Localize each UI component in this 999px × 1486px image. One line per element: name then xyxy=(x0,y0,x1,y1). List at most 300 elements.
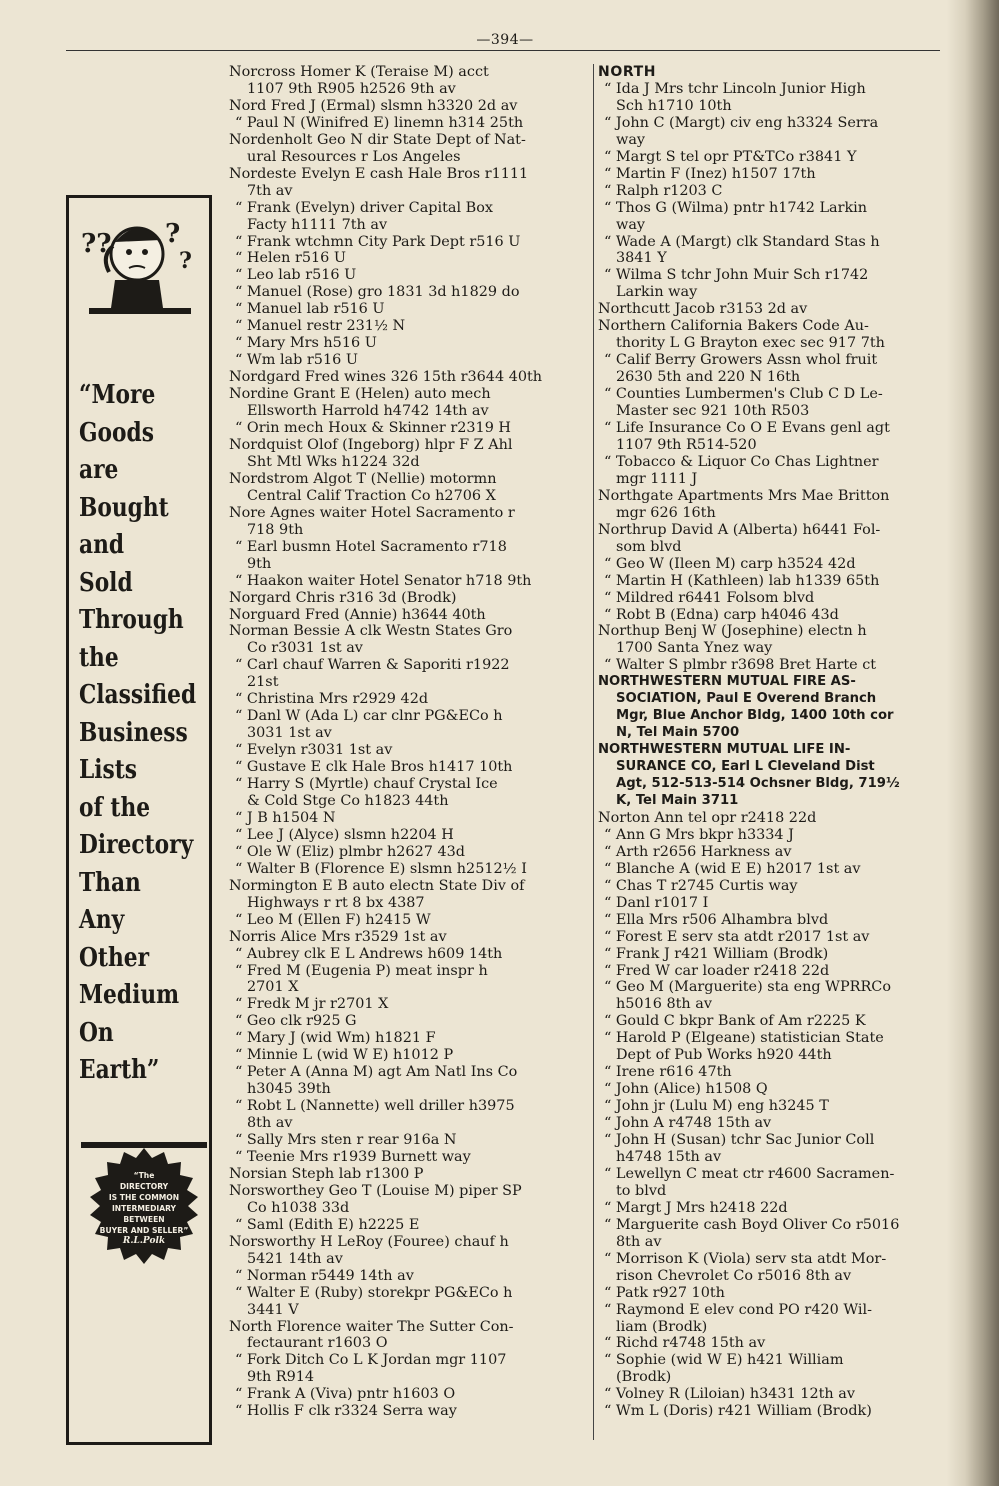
directory-entry xyxy=(229,1319,585,1353)
ad-line: Than xyxy=(79,866,141,898)
entry-line: “ Evelyn r3031 1st av xyxy=(235,742,393,759)
directory-entry xyxy=(598,742,941,810)
entry-continuation: to blvd xyxy=(616,1182,667,1199)
directory-entry xyxy=(598,149,941,166)
entry-continuation: 3841 Y xyxy=(616,250,667,267)
directory-entry xyxy=(229,166,585,200)
ad-line: Medium xyxy=(79,979,180,1010)
directory-entry xyxy=(229,1132,585,1149)
entry-line: “ Mary Mrs h516 U xyxy=(235,335,377,352)
entry-line: “ Minnie L (wid W E) h1012 P xyxy=(235,1047,454,1064)
entry-line: “ Fredk M jr r2701 X xyxy=(235,996,389,1013)
listing-group-norton xyxy=(598,810,941,1420)
entry-continuation: N, Tel Main 5700 xyxy=(616,725,740,741)
entry-line: “ Manuel lab r516 U xyxy=(235,301,385,318)
directory-entry xyxy=(229,1030,585,1047)
entry-line: “ Walter S plmbr r3698 Bret Harte ct xyxy=(604,657,877,674)
directory-entry xyxy=(229,505,585,539)
entry-line: NORTHWESTERN MUTUAL FIRE AS- xyxy=(598,674,856,690)
directory-entry xyxy=(229,844,585,861)
directory-entry xyxy=(598,556,941,573)
ad-line: Business xyxy=(79,716,188,748)
directory-entry xyxy=(229,369,585,386)
directory-entry xyxy=(229,200,585,234)
entry-continuation: & Cold Stge Co h1823 44th xyxy=(247,792,449,809)
directory-entry xyxy=(598,1064,941,1081)
entry-line: “ Manuel restr 231½ N xyxy=(235,318,406,335)
entry-line: “ Martin F (Inez) h1507 17th xyxy=(604,165,816,182)
directory-entry xyxy=(598,488,941,522)
directory-entry xyxy=(229,1268,585,1285)
entry-line: “ John (Alice) h1508 Q xyxy=(604,1081,768,1098)
section-heading: NORTH xyxy=(598,64,657,80)
directory-entry xyxy=(598,844,941,861)
directory-entry xyxy=(229,623,585,657)
entry-continuation: way xyxy=(616,216,646,233)
entry-line: Norgard Chris r316 3d (Brodk) xyxy=(229,589,457,606)
seal-line: “The xyxy=(133,1171,155,1180)
page-number: —394— xyxy=(476,32,534,48)
entry-line: “ Frank wtchmn City Park Dept r516 U xyxy=(235,233,521,250)
entry-continuation: 3441 V xyxy=(247,1301,299,1318)
directory-entry xyxy=(229,776,585,810)
directory-entry xyxy=(229,1183,585,1217)
entry-line: Northgate Apartments Mrs Mae Britton xyxy=(598,487,890,504)
listing-group-northwestern xyxy=(598,674,941,810)
entry-line: “ Irene r616 47th xyxy=(604,1064,732,1081)
entry-line: NORTHWESTERN MUTUAL LIFE IN- xyxy=(598,742,851,758)
directory-entry xyxy=(229,861,585,878)
directory-entry xyxy=(598,674,941,742)
entry-continuation: 8th av xyxy=(616,1233,662,1250)
directory-entry xyxy=(598,81,941,115)
entry-line: “ Arth r2656 Harkness av xyxy=(604,843,792,860)
entry-line: Nord Fred J (Ermal) slsmn h3320 2d av xyxy=(229,97,518,114)
entry-line: “ Wm L (Doris) r421 William (Brodk) xyxy=(604,1403,872,1420)
ad-line: On xyxy=(79,1016,114,1048)
ad-line: Goods xyxy=(79,416,154,448)
directory-entry xyxy=(229,471,585,505)
entry-line: Nore Agnes waiter Hotel Sacramento r xyxy=(229,504,515,521)
ad-line: Any xyxy=(79,904,125,935)
seal-line: INTERMEDIARY xyxy=(111,1204,177,1213)
entry-line: “ Lee J (Alyce) slsmn h2204 H xyxy=(235,826,454,843)
entry-line: “ Harry S (Myrtle) chauf Crystal Ice xyxy=(235,776,498,793)
directory-entry xyxy=(598,963,941,980)
directory-entry xyxy=(598,946,941,963)
directory-entry xyxy=(598,1115,941,1132)
entry-continuation: 1107 9th R905 h2526 9th av xyxy=(247,80,456,97)
entry-continuation: K, Tel Main 3711 xyxy=(616,792,739,808)
directory-entry xyxy=(598,1200,941,1217)
entry-line: “ Ella Mrs r506 Alhambra blvd xyxy=(604,911,829,928)
entry-line: “ John C (Margt) civ eng h3324 Serra xyxy=(604,114,879,131)
entry-line: Norsworthey Geo T (Louise M) piper SP xyxy=(229,1182,522,1199)
entry-continuation: Dept of Pub Works h920 44th xyxy=(616,1047,832,1064)
entry-line: “ Earl busmn Hotel Sacramento r718 xyxy=(235,538,507,555)
ad-line: “More xyxy=(79,379,156,410)
entry-line: Nordine Grant E (Helen) auto mech xyxy=(229,386,491,403)
directory-entry xyxy=(229,437,585,471)
ad-line: Earth” xyxy=(79,1054,160,1085)
directory-entry xyxy=(598,1098,941,1115)
entry-continuation: h5016 8th av xyxy=(616,996,712,1013)
directory-entry xyxy=(229,284,585,301)
entry-continuation: 9th xyxy=(247,555,272,572)
directory-entry xyxy=(598,979,941,1013)
directory-entry xyxy=(229,1064,585,1098)
entry-continuation: SURANCE CO, Earl L Cleveland Dist xyxy=(616,759,875,775)
entry-continuation: Larkin way xyxy=(616,284,698,301)
entry-line: “ Peter A (Anna M) agt Am Natl Ins Co xyxy=(235,1064,518,1081)
entry-continuation: Sch h1710 10th xyxy=(616,97,732,114)
entry-line: “ Wilma S tchr John Muir Sch r1742 xyxy=(604,267,869,284)
directory-entry xyxy=(598,420,941,454)
directory-entry xyxy=(598,1217,941,1251)
directory-entry xyxy=(598,1081,941,1098)
entry-line: “ Norman r5449 14th av xyxy=(235,1267,414,1284)
entry-line: Nordeste Evelyn E cash Hale Bros r1111 xyxy=(229,165,529,182)
ad-line: Other xyxy=(79,941,150,973)
entry-continuation: (Brodk) xyxy=(616,1369,672,1386)
entry-continuation: 21st xyxy=(247,674,279,691)
directory-entry xyxy=(229,929,585,946)
directory-entry xyxy=(229,573,585,590)
directory-entry xyxy=(598,352,941,386)
entry-line: “ Forest E serv sta atdt r2017 1st av xyxy=(604,928,870,945)
entry-continuation: h4748 15th av xyxy=(616,1149,722,1165)
entry-line: “ Robt L (Nannette) well driller h3975 xyxy=(235,1098,515,1115)
directory-entry xyxy=(229,234,585,251)
directory-entry xyxy=(229,1234,585,1268)
entry-continuation: mgr 626 16th xyxy=(616,504,716,521)
entry-line: “ John H (Susan) tchr Sac Junior Coll xyxy=(604,1132,875,1149)
entry-line: “ Fred W car loader r2418 22d xyxy=(604,962,830,979)
directory-entry xyxy=(598,1251,941,1285)
entry-line: “ Orin mech Houx & Skinner r2319 H xyxy=(235,420,511,437)
directory-entry xyxy=(229,996,585,1013)
entry-line: “ Geo W (Ileen M) carp h3524 42d xyxy=(604,555,856,572)
entry-line: “ J B h1504 N xyxy=(235,809,336,826)
entry-continuation: 9th R914 xyxy=(247,1369,315,1386)
entry-line: “ Patk r927 10th xyxy=(604,1284,725,1301)
entry-continuation: 5421 14th av xyxy=(247,1250,343,1267)
entry-line: “ Frank J r421 William (Brodk) xyxy=(604,945,829,962)
directory-entry xyxy=(229,335,585,352)
directory-entry xyxy=(598,810,941,827)
entry-continuation: som blvd xyxy=(616,538,682,555)
svg-text:??: ?? xyxy=(81,229,112,259)
entry-line: “ Counties Lumbermen's Club C D Le- xyxy=(604,386,883,403)
entry-line: “ Leo M (Ellen F) h2415 W xyxy=(235,911,431,928)
directory-entry xyxy=(598,454,941,488)
entry-line: Norsworthy H LeRoy (Fouree) chauf h xyxy=(229,1233,509,1250)
entry-line: “ Gould C bkpr Bank of Am r2225 K xyxy=(604,1013,866,1030)
entry-line: “ Gustave E clk Hale Bros h1417 10th xyxy=(235,759,513,776)
seal-line: IS THE COMMON xyxy=(108,1193,180,1202)
directory-entry xyxy=(598,1166,941,1200)
entry-line: “ Ida J Mrs tchr Lincoln Junior High xyxy=(604,80,866,97)
directory-entry xyxy=(229,590,585,607)
directory-entry xyxy=(229,318,585,335)
entry-continuation: Ellsworth Harrold h4742 14th av xyxy=(247,403,489,420)
entry-line: “ Calif Berry Growers Assn whol fruit xyxy=(604,352,878,369)
ad-line: and xyxy=(79,529,125,560)
directory-entry xyxy=(229,878,585,912)
directory-entry xyxy=(229,132,585,166)
entry-continuation: thority L G Brayton exec sec 917 7th xyxy=(616,335,885,352)
entry-continuation: Highways r rt 8 bx 4387 xyxy=(247,894,425,911)
directory-entry xyxy=(229,1403,585,1420)
svg-text:?: ? xyxy=(179,248,192,274)
ad-headline xyxy=(79,376,197,1089)
directory-entry xyxy=(598,657,941,674)
entry-continuation: Co h1038 33d xyxy=(247,1199,350,1216)
directory-entry xyxy=(229,1285,585,1319)
directory-entry xyxy=(598,1386,941,1403)
entry-continuation: ural Resources r Los Angeles xyxy=(247,148,461,165)
entry-line: “ Fred M (Eugenia P) meat inspr h xyxy=(235,962,488,979)
directory-entry xyxy=(598,878,941,895)
seal-signature: R.L.Polk xyxy=(122,1236,166,1246)
entry-line: Northrup David A (Alberta) h6441 Fol- xyxy=(598,521,881,538)
entry-continuation: 8th av xyxy=(247,1115,293,1132)
directory-entry xyxy=(229,759,585,776)
entry-line: “ Sophie (wid W E) h421 William xyxy=(604,1352,844,1369)
directory-entry xyxy=(229,420,585,437)
entry-line: “ Life Insurance Co O E Evans genl agt xyxy=(604,420,890,437)
entry-continuation: Agt, 512-513-514 Ochsner Bldg, 719½ xyxy=(616,776,900,792)
directory-entry xyxy=(598,386,941,420)
directory-entry xyxy=(598,912,941,929)
directory-entry xyxy=(229,1386,585,1403)
directory-entry xyxy=(598,1030,941,1064)
entry-line: “ Raymond E elev cond PO r420 Wil- xyxy=(604,1301,872,1318)
entry-continuation: liam (Brodk) xyxy=(616,1318,708,1335)
entry-line: Normington E B auto electn State Div of xyxy=(229,877,525,894)
entry-continuation: Mgr, Blue Anchor Bldg, 1400 10th cor xyxy=(616,708,894,724)
entry-line: “ Leo lab r516 U xyxy=(235,267,357,284)
directory-entry xyxy=(229,539,585,573)
entry-line: “ Tobacco & Liquor Co Chas Lightner xyxy=(604,453,879,470)
entry-continuation: Facty h1111 7th av xyxy=(247,216,388,233)
entry-line: “ Morrison K (Viola) serv sta atdt Mor- xyxy=(604,1250,887,1267)
entry-continuation: h3045 39th xyxy=(247,1081,331,1098)
directory-entry xyxy=(598,318,941,352)
book-spine-shadow xyxy=(947,0,999,1486)
directory-entry xyxy=(598,827,941,844)
entry-line: “ Frank (Evelyn) driver Capital Box xyxy=(235,199,493,216)
entry-continuation: 1700 Santa Ynez way xyxy=(616,640,773,657)
directory-entry xyxy=(598,573,941,590)
entry-line: “ Christina Mrs r2929 42d xyxy=(235,691,429,708)
entry-line: “ Robt B (Edna) carp h4046 43d xyxy=(604,606,839,623)
entry-line: “ Martin H (Kathleen) lab h1339 65th xyxy=(604,572,880,589)
entry-line: “ Volney R (Liloian) h3431 12th av xyxy=(604,1386,855,1403)
listing-group-north xyxy=(598,81,941,674)
entry-continuation: way xyxy=(616,131,646,148)
directory-entry xyxy=(229,64,585,98)
entry-line: “ Teenie Mrs r1939 Burnett way xyxy=(235,1149,471,1165)
entry-continuation: 3031 1st av xyxy=(247,725,332,742)
entry-line: “ John A r4748 15th av xyxy=(604,1115,772,1132)
entry-continuation: fectaurant r1603 O xyxy=(247,1335,388,1352)
entry-line: “ Thos G (Wilma) pntr h1742 Larkin xyxy=(604,199,868,216)
entry-line: Norris Alice Mrs r3529 1st av xyxy=(229,928,447,945)
ad-line: are xyxy=(79,454,119,485)
ad-line: Sold xyxy=(79,566,133,598)
directory-entry xyxy=(598,267,941,301)
entry-line: Norman Bessie A clk Westn States Gro xyxy=(229,623,513,640)
directory-entry xyxy=(598,301,941,318)
directory-entry xyxy=(229,691,585,708)
entry-line: “ Geo clk r925 G xyxy=(235,1013,357,1030)
directory-entry xyxy=(229,1098,585,1132)
directory-entry xyxy=(598,1352,941,1386)
header-rule xyxy=(66,50,940,51)
directory-entry xyxy=(229,386,585,420)
directory-entry xyxy=(229,1149,585,1166)
directory-entry xyxy=(598,166,941,183)
entry-continuation: Sht Mtl Wks h1224 32d xyxy=(247,453,420,470)
entry-line: “ Ole W (Eliz) plmbr h2627 43d xyxy=(235,843,465,860)
entry-line: “ Danl r1017 I xyxy=(604,894,709,911)
entry-line: “ Carl chauf Warren & Saporiti r1922 xyxy=(235,657,510,674)
directory-entry xyxy=(598,183,941,200)
confused-boy-mascot-icon xyxy=(79,212,201,316)
directory-entry xyxy=(598,895,941,912)
directory-entry xyxy=(598,1132,941,1166)
entry-continuation: SOCIATION, Paul E Overend Branch xyxy=(616,691,877,707)
directory-entry xyxy=(229,607,585,624)
directory-entry xyxy=(598,1013,941,1030)
entry-line: North Florence waiter The Sutter Con- xyxy=(229,1318,514,1335)
directory-entry xyxy=(229,963,585,997)
entry-line: “ Fork Ditch Co L K Jordan mgr 1107 xyxy=(235,1352,507,1369)
entry-continuation: Co r3031 1st av xyxy=(247,640,363,657)
ad-line: Directory xyxy=(79,829,194,860)
directory-entry xyxy=(229,250,585,267)
entry-line: Norton Ann tel opr r2418 22d xyxy=(598,809,817,826)
entry-line: “ Lewellyn C meat ctr r4600 Sacramen- xyxy=(604,1165,895,1182)
directory-entry xyxy=(598,234,941,268)
ad-line: of the xyxy=(79,791,151,823)
entry-line: Norcross Homer K (Teraise M) acct xyxy=(229,64,489,80)
entry-line: Norsian Steph lab r1300 P xyxy=(229,1165,424,1182)
entry-line: “ Walter E (Ruby) storekpr PG&ECo h xyxy=(235,1284,513,1301)
directory-entry xyxy=(229,352,585,369)
entry-line: “ Margt S tel opr PT&TCo r3841 Y xyxy=(604,148,857,165)
directory-entry xyxy=(598,200,941,234)
column-divider xyxy=(593,64,594,1440)
seal-line: BETWEEN xyxy=(123,1215,165,1224)
entry-line: Northern California Bakers Code Au- xyxy=(598,318,869,335)
directory-entry xyxy=(229,1166,585,1183)
entry-line: “ Sally Mrs sten r rear 916a N xyxy=(235,1132,457,1149)
directory-entry xyxy=(229,1047,585,1064)
seal-line: DIRECTORY xyxy=(119,1182,169,1191)
entry-line: “ Walter B (Florence E) slsmn h2512½ I xyxy=(235,860,527,877)
directory-entry xyxy=(229,657,585,691)
directory-entry xyxy=(229,708,585,742)
directory-entry xyxy=(229,827,585,844)
directory-entry xyxy=(598,1285,941,1302)
entry-line: “ John jr (Lulu M) eng h3245 T xyxy=(604,1098,829,1115)
directory-entry xyxy=(229,301,585,318)
entry-line: “ Ann G Mrs bkpr h3334 J xyxy=(604,826,794,843)
directory-entry xyxy=(598,115,941,149)
directory-entry xyxy=(229,1352,585,1386)
entry-continuation: 7th av xyxy=(247,182,293,199)
directory-entry xyxy=(229,946,585,963)
entry-line: Nordenholt Geo N dir State Dept of Nat- xyxy=(229,131,526,148)
entry-line: “ Harold P (Elgeane) statistician State xyxy=(604,1030,884,1047)
entry-line: “ Marguerite cash Boyd Oliver Co r5016 xyxy=(604,1216,900,1233)
entry-line: “ Paul N (Winifred E) linemn h314 25th xyxy=(235,114,524,131)
entry-line: “ Ralph r1203 C xyxy=(604,182,723,199)
entry-line: “ Mary J (wid Wm) h1821 F xyxy=(235,1030,436,1047)
entry-line: Nordstrom Algot T (Nellie) motormn xyxy=(229,470,497,487)
seal-text xyxy=(86,1170,202,1247)
entry-line: Nordgard Fred wines 326 15th r3644 40th xyxy=(229,369,543,386)
ad-line: Through xyxy=(79,604,184,635)
entry-line: “ Mildred r6441 Folsom blvd xyxy=(604,589,815,606)
entry-line: Northup Benj W (Josephine) electn h xyxy=(598,623,867,640)
directory-entry xyxy=(229,267,585,284)
entry-line: “ Saml (Edith E) h2225 E xyxy=(235,1216,420,1233)
entry-continuation: Master sec 921 10th R503 xyxy=(616,403,810,420)
directory-entry xyxy=(229,98,585,115)
entry-line: “ Hollis F clk r3324 Serra way xyxy=(235,1403,457,1420)
directory-entry xyxy=(598,607,941,624)
entry-line: “ Danl W (Ada L) car clnr PG&ECo h xyxy=(235,708,503,725)
directory-entry xyxy=(229,115,585,132)
directory-entry xyxy=(598,623,941,657)
entry-line: “ Frank A (Viva) pntr h1603 O xyxy=(235,1386,456,1403)
entry-line: Norguard Fred (Annie) h3644 40th xyxy=(229,606,486,623)
entry-line: “ Margt J Mrs h2418 22d xyxy=(604,1199,788,1216)
directory-entry xyxy=(229,742,585,759)
directory-entry xyxy=(598,1302,941,1336)
entry-line: “ Wade A (Margt) clk Standard Stas h xyxy=(604,233,880,250)
directory-entry xyxy=(229,810,585,827)
entry-continuation: mgr 1111 J xyxy=(616,470,698,487)
directory-entry xyxy=(229,1217,585,1234)
entry-continuation: 1107 9th R514-520 xyxy=(616,436,757,453)
directory-seal xyxy=(86,1148,202,1264)
entry-continuation: Central Calif Traction Co h2706 X xyxy=(247,487,496,504)
entry-continuation: 2630 5th and 220 N 16th xyxy=(616,369,801,386)
entry-line: “ Geo M (Marguerite) sta eng WPRRCo xyxy=(604,979,891,996)
directory-entry xyxy=(598,929,941,946)
entry-line: Nordquist Olof (Ingeborg) hlpr F Z Ahl xyxy=(229,436,513,453)
entry-line: “ Aubrey clk E L Andrews h609 14th xyxy=(235,945,503,962)
entry-line: “ Wm lab r516 U xyxy=(235,352,358,369)
directory-entry xyxy=(598,590,941,607)
ad-line: the xyxy=(79,641,119,673)
entry-continuation: 718 9th xyxy=(247,521,304,538)
ad-line: Bought xyxy=(79,491,169,523)
ad-line: Lists xyxy=(79,754,138,785)
entry-continuation: rison Chevrolet Co r5016 8th av xyxy=(616,1267,852,1284)
entry-line: “ Blanche A (wid E E) h2017 1st av xyxy=(604,860,861,877)
directory-entry xyxy=(229,1013,585,1030)
entry-line: “ Manuel (Rose) gro 1831 3d h1829 do xyxy=(235,284,520,301)
directory-entry xyxy=(598,522,941,556)
entry-line: “ Helen r516 U xyxy=(235,250,347,267)
directory-entry xyxy=(598,861,941,878)
svg-text:?: ? xyxy=(165,219,181,249)
